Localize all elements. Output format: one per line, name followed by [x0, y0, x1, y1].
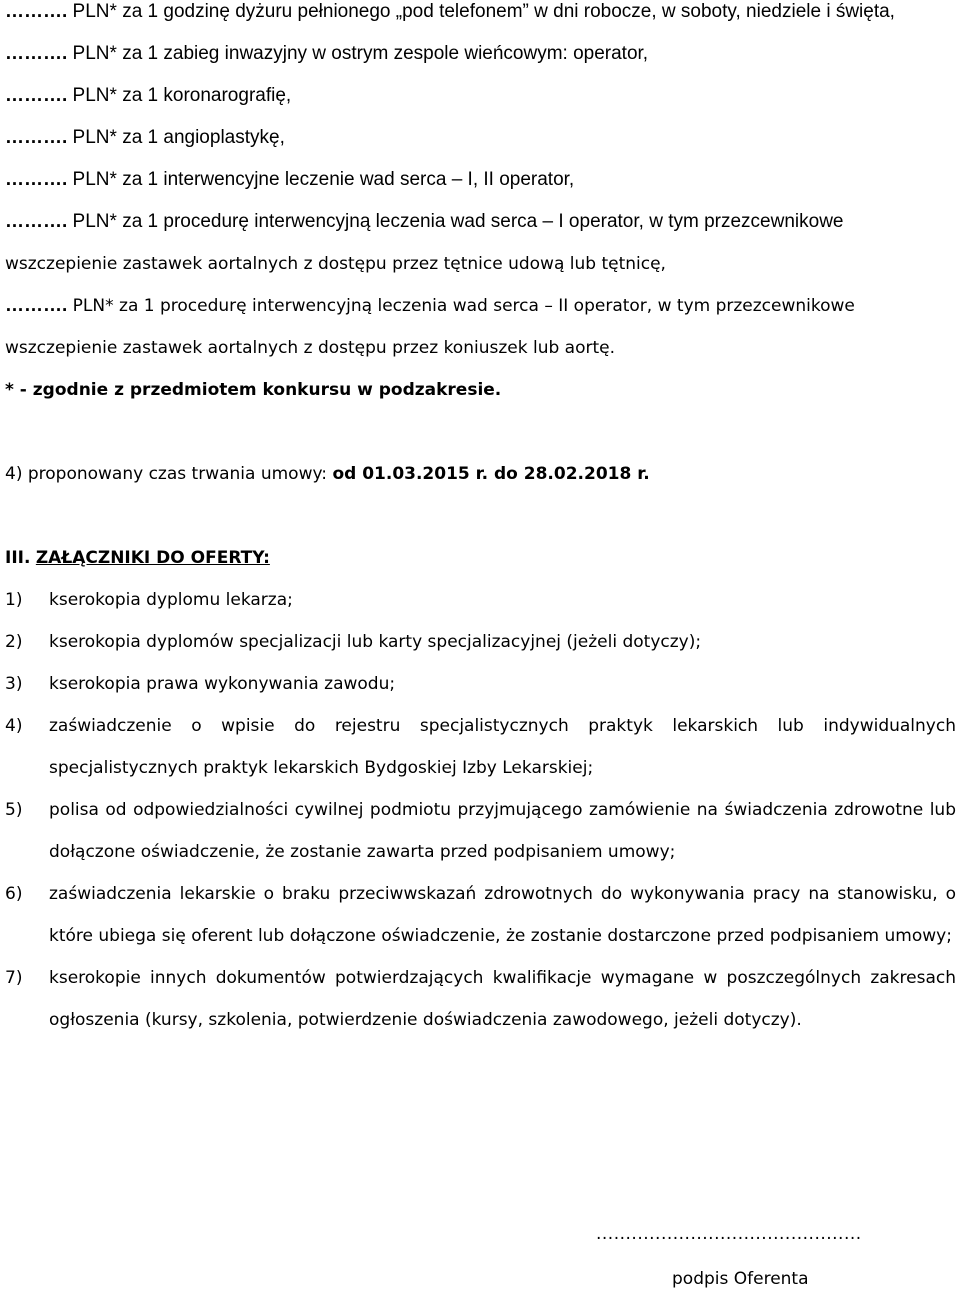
- list-item: [5, 663, 956, 705]
- price-line: [5, 159, 956, 201]
- list-item: [5, 579, 956, 621]
- list-marker: 2): [5, 632, 23, 652]
- price-line-continuation: [5, 327, 956, 369]
- price-text: PLN* za 1 angioplastykę,: [67, 127, 285, 148]
- price-dots: ……….: [5, 85, 68, 106]
- signature-label: podpis Oferenta: [672, 1269, 809, 1289]
- price-text: PLN* za 1 procedurę interwencyjną leczenia wad serca – II operator, w tym przezcewnikowe: [67, 296, 855, 316]
- price-line: [5, 117, 956, 159]
- attachments-list: [5, 579, 956, 1041]
- list-item-text: kserokopia dyplomu lekarza;: [49, 590, 293, 610]
- price-dots: ……….: [5, 169, 68, 190]
- duration-label: 4) proponowany czas trwania umowy:: [5, 464, 333, 484]
- list-marker: 1): [5, 590, 23, 610]
- list-item: [5, 957, 956, 1041]
- list-item-text: kserokopia prawa wykonywania zawodu;: [49, 674, 396, 694]
- price-dots: ……….: [5, 127, 68, 148]
- price-line-continuation: [5, 243, 956, 285]
- list-item-text: zaświadczenie o wpisie do rejestru specjalistycznych praktyk lekarskich lub indywidualnych specjalistycznych praktyk lekarskich Bydgoskiej Izby Lekarskiej;: [49, 716, 956, 778]
- duration-value: od 01.03.2015 r. do 28.02.2018 r.: [332, 464, 650, 484]
- price-continuation-text: wszczepienie zastawek aortalnych z dostępu przez tętnice udową lub tętnicę,: [5, 254, 666, 274]
- list-marker: 5): [5, 800, 23, 820]
- section-number: III.: [5, 548, 31, 568]
- price-line: [5, 33, 956, 75]
- list-item-text: polisa od odpowiedzialności cywilnej podmiotu przyjmującego zamówienie na świadczenia zdrowotne lub dołączone oświadczenie, że zostanie zawarta przed podpisaniem umowy;: [49, 800, 956, 862]
- list-item-text: kserokopie innych dokumentów potwierdzających kwalifikacje wymagane w poszczególnych zakresach ogłoszenia (kursy, szkolenia, potwierdzenie doświadczenia zawodowego, jeżeli dotyczy).: [49, 968, 956, 1030]
- price-dots: ……….: [5, 1, 68, 22]
- asterisk-note: * - zgodnie z przedmiotem konkursu w podzakresie.: [5, 380, 502, 400]
- price-text: PLN* za 1 koronarografię,: [67, 85, 292, 106]
- price-line: [5, 75, 956, 117]
- list-marker: 7): [5, 968, 23, 988]
- price-dots: ……….: [5, 211, 68, 232]
- contract-duration: [5, 453, 956, 495]
- list-item: [5, 789, 956, 873]
- list-marker: 6): [5, 884, 23, 904]
- price-line: [5, 0, 956, 33]
- price-continuation-text: wszczepienie zastawek aortalnych z dostępu przez koniuszek lub aortę.: [5, 338, 615, 358]
- price-line: [5, 201, 956, 243]
- price-dots: ……….: [5, 295, 68, 316]
- price-text: PLN* za 1 godzinę dyżuru pełnionego „pod telefonem” w dni robocze, w soboty, niedziele i święta,: [67, 1, 895, 22]
- price-dots: ……….: [5, 43, 68, 64]
- price-text: PLN* za 1 interwencyjne leczenie wad serca – I, II operator,: [67, 169, 575, 190]
- list-item-text: kserokopia dyplomów specjalizacji lub karty specjalizacyjnej (jeżeli dotyczy);: [49, 632, 702, 652]
- list-marker: 3): [5, 674, 23, 694]
- price-text: PLN* za 1 procedurę interwencyjną leczenia wad serca – I operator, w tym przezcewnikowe: [67, 211, 844, 232]
- section-title: ZAŁĄCZNIKI DO OFERTY:: [35, 548, 270, 568]
- signature-line: .............................................: [596, 1224, 862, 1244]
- list-item: [5, 621, 956, 663]
- price-line: [5, 285, 956, 327]
- attachments-heading: [5, 537, 956, 579]
- list-item-text: zaświadczenia lekarskie o braku przeciwwskazań zdrowotnych do wykonywania pracy na stanowisku, o które ubiega się oferent lub dołączone oświadczenie, że zostanie dostarczone przed podpisaniem umowy;: [49, 884, 956, 946]
- price-text: PLN* za 1 zabieg inwazyjny w ostrym zespole wieńcowym: operator,: [67, 43, 649, 64]
- list-item: [5, 873, 956, 957]
- list-item: [5, 705, 956, 789]
- list-marker: 4): [5, 716, 23, 736]
